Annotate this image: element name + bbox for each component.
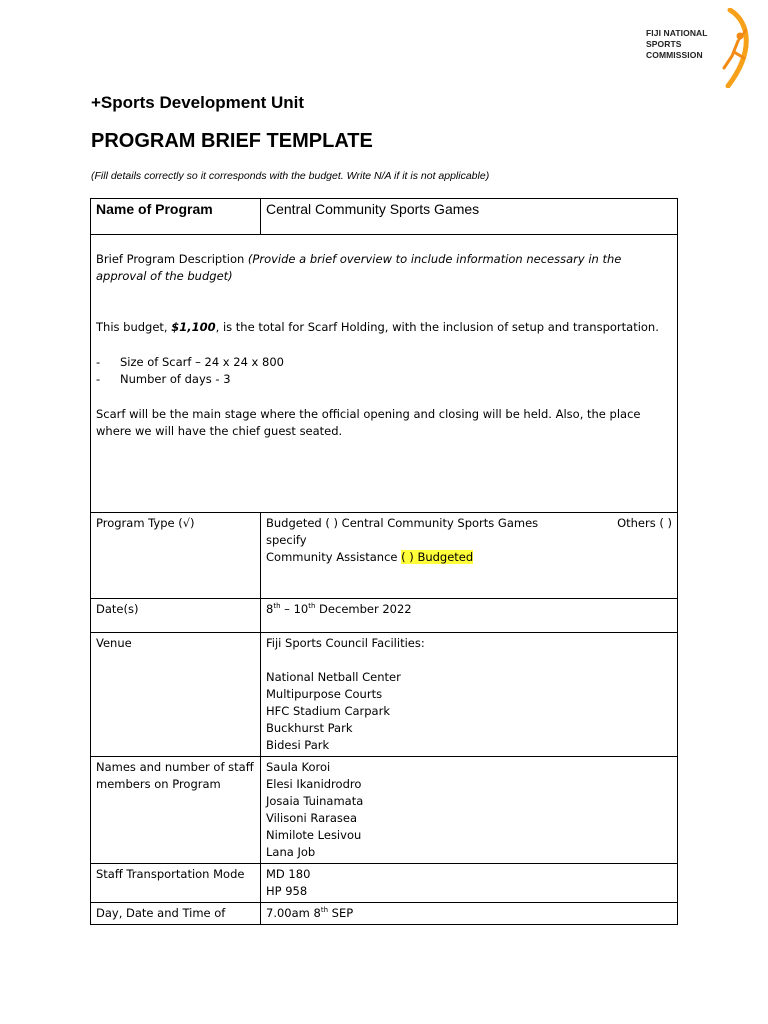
logo-line-2: SPORTS: [646, 39, 682, 49]
description-cell: [91, 235, 678, 513]
program-type-label: Program Type (√): [91, 513, 261, 599]
date-end: – 10: [280, 602, 309, 616]
budget-prefix: This budget,: [96, 320, 172, 334]
row-program-name: [91, 199, 678, 235]
date-start: 8: [266, 602, 274, 616]
row-dates: [91, 599, 678, 633]
unit-heading: +Sports Development Unit: [91, 93, 305, 112]
staff-value: [261, 757, 678, 864]
bullet-item: - Size of Scarf – 24 x 24 x 800: [118, 354, 672, 371]
dates-value: [261, 599, 678, 633]
transport-mode: MD 180: [266, 867, 311, 881]
venue-item: Bidesi Park: [266, 738, 330, 752]
transport-value: [261, 864, 678, 903]
venue-value: [261, 633, 678, 757]
staff-name: Saula Koroi: [266, 760, 331, 774]
transport-label: Staff Transportation Mode: [91, 864, 261, 903]
budgeted-option: Budgeted ( ) Central Community Sports Games: [266, 516, 539, 530]
day-time-suffix: SEP: [328, 906, 354, 920]
budget-amount: $1,100: [171, 320, 216, 334]
date-sup: th: [273, 602, 281, 611]
venue-item: National Netball Center: [266, 670, 401, 684]
staff-name: Nimilote Lesivou: [266, 828, 362, 842]
community-assistance-line: [266, 549, 672, 566]
row-venue: [91, 633, 678, 757]
bullet-item: - Number of days - 3: [118, 371, 672, 388]
staff-name: Lana Job: [266, 845, 316, 859]
day-time-sup: th: [320, 906, 329, 915]
date-sup: th: [308, 602, 316, 611]
logo-line-3: COMMISSION: [646, 50, 703, 60]
date-month-year: December 2022: [315, 602, 412, 616]
day-time-value: [261, 903, 678, 925]
row-description: [91, 235, 678, 513]
day-time-label: Day, Date and Time of: [91, 903, 261, 925]
page-title: PROGRAM BRIEF TEMPLATE: [91, 130, 373, 152]
program-name-value: Central Community Sports Games: [261, 199, 678, 235]
athlete-arc-icon: [710, 8, 756, 88]
community-assistance-highlight: ( ) Budgeted: [401, 550, 474, 564]
staff-name: Josaia Tuinamata: [266, 794, 364, 808]
venue-item: Buckhurst Park: [266, 721, 353, 735]
logo-text: [646, 28, 708, 61]
venue-heading: Fiji Sports Council Facilities:: [266, 636, 425, 650]
description-closing: Scarf will be the main stage where the official opening and closing will be held. Also, the place where we will have the chief guest seated.: [96, 407, 641, 438]
row-staff: [91, 757, 678, 864]
program-type-line1: [266, 515, 672, 532]
description-hint: (Provide a brief overview to include information necessary in the approval of the budget): [96, 252, 622, 283]
program-type-value: [261, 513, 678, 599]
dates-label: Date(s): [91, 599, 261, 633]
fnsc-logo: [646, 8, 756, 88]
specify-text: specify: [266, 533, 307, 547]
budget-suffix: , is the total for Scarf Holding, with the inclusion of setup and transportation.: [215, 320, 659, 334]
row-program-type: [91, 513, 678, 599]
row-transport: [91, 864, 678, 903]
scarf-bullets: [96, 354, 672, 388]
venue-item: Multipurpose Courts: [266, 687, 383, 701]
staff-name: Elesi Ikanidrodro: [266, 777, 362, 791]
description-heading: [96, 251, 672, 285]
transport-mode: HP 958: [266, 884, 308, 898]
community-assistance-label: Community Assistance: [266, 550, 402, 564]
description-label: Brief Program Description: [96, 252, 245, 266]
day-time-prefix: 7.00am 8: [266, 906, 321, 920]
program-brief-table: [90, 198, 678, 925]
staff-label: Names and number of staff members on Program: [91, 757, 261, 864]
logo-line-1: FIJI NATIONAL: [646, 28, 708, 38]
venue-item: HFC Stadium Carpark: [266, 704, 390, 718]
others-option: Others ( ): [617, 516, 672, 530]
instruction-note: (Fill details correctly so it corresponds with the budget. Write N/A if it is not applicable): [91, 170, 490, 182]
program-name-label: Name of Program: [91, 199, 261, 235]
venue-label: Venue: [91, 633, 261, 757]
staff-name: Vilisoni Rarasea: [266, 811, 358, 825]
budget-sentence: [96, 319, 672, 336]
row-day-time: [91, 903, 678, 925]
